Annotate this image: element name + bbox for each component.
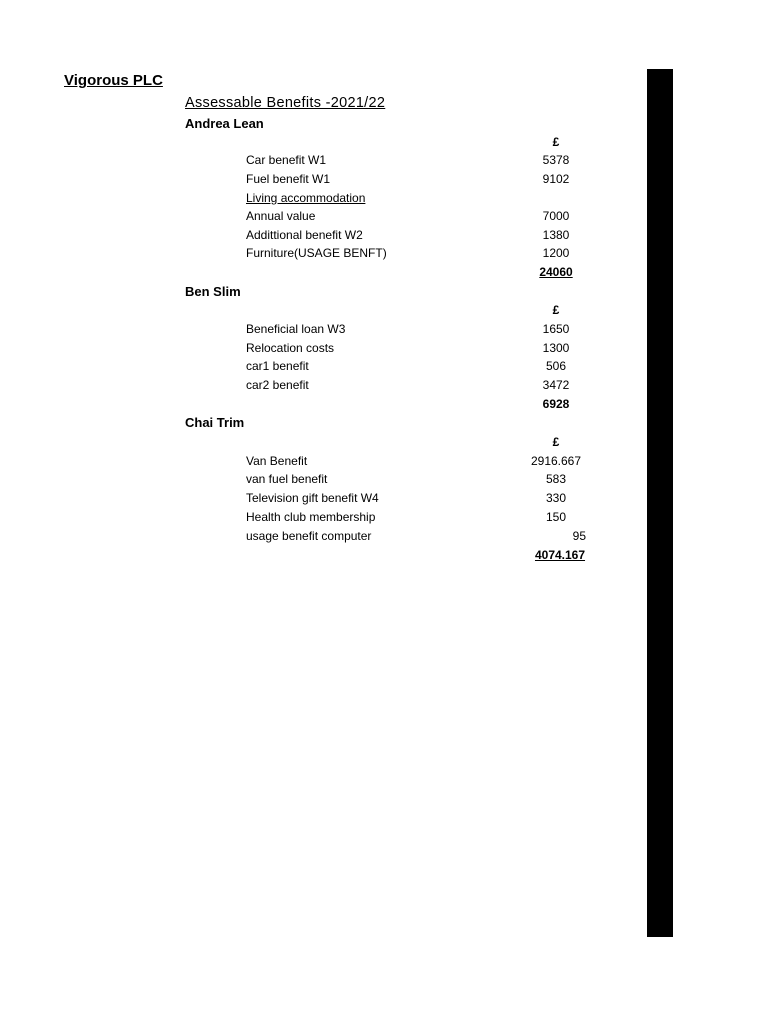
- table-row: [0, 339, 640, 357]
- row-label: Annual value: [246, 209, 316, 223]
- table-row: [0, 320, 640, 338]
- section-total: 4074.167: [534, 548, 586, 562]
- currency-symbol: £: [552, 135, 560, 149]
- table-row: [0, 151, 640, 169]
- row-label: Addittional benefit W2: [246, 228, 363, 242]
- table-row: [0, 470, 640, 488]
- table-row: [0, 376, 640, 394]
- right-black-bar: [647, 69, 673, 937]
- row-value: 1200: [542, 246, 570, 260]
- table-row: [0, 244, 640, 262]
- row-value: 506: [545, 359, 567, 373]
- row-value: 330: [545, 491, 567, 505]
- table-row: [0, 527, 640, 545]
- row-value: 3472: [542, 378, 570, 392]
- currency-row: [0, 301, 640, 319]
- row-value: 583: [545, 472, 567, 486]
- row-label: van fuel benefit: [246, 472, 328, 486]
- row-value: 95: [572, 529, 586, 543]
- row-label: Beneficial loan W3: [246, 322, 346, 336]
- row-label: car2 benefit: [246, 378, 309, 392]
- row-label-heading: Living accommodation: [246, 191, 366, 205]
- table-row: [0, 226, 640, 244]
- row-value: 5378: [542, 153, 570, 167]
- table-row: [0, 489, 640, 507]
- person-name-chai: Chai Trim: [185, 415, 245, 430]
- row-value: 1380: [542, 228, 570, 242]
- row-value: 1300: [542, 341, 570, 355]
- total-row: [0, 395, 640, 413]
- row-value: 7000: [542, 209, 570, 223]
- company-name: Vigorous PLC: [64, 72, 163, 89]
- row-value: 9102: [542, 172, 570, 186]
- row-value: 150: [545, 510, 567, 524]
- table-row: [0, 357, 640, 375]
- row-label: Relocation costs: [246, 341, 335, 355]
- currency-symbol: £: [552, 435, 560, 449]
- currency-symbol: £: [552, 303, 560, 317]
- table-row: [0, 189, 640, 207]
- section-total: 24060: [539, 265, 573, 279]
- row-label: Health club membership: [246, 510, 376, 524]
- row-value: 1650: [542, 322, 570, 336]
- row-label: Van Benefit: [246, 454, 308, 468]
- currency-row: [0, 433, 640, 451]
- row-value: 2916.667: [530, 454, 582, 468]
- row-label: Television gift benefit W4: [246, 491, 379, 505]
- row-label: Furniture(USAGE BENFT): [246, 246, 387, 260]
- table-row: [0, 170, 640, 188]
- currency-row: [0, 133, 640, 151]
- table-row: [0, 508, 640, 526]
- sheet-title: Assessable Benefits -2021/22: [185, 95, 386, 111]
- row-label: usage benefit computer: [246, 529, 372, 543]
- total-row: [0, 263, 640, 281]
- total-row: [0, 546, 640, 564]
- row-label: Fuel benefit W1: [246, 172, 331, 186]
- person-name-ben: Ben Slim: [185, 284, 241, 299]
- row-label: car1 benefit: [246, 359, 309, 373]
- table-row: [0, 207, 640, 225]
- table-row: [0, 452, 640, 470]
- row-label: Car benefit W1: [246, 153, 327, 167]
- section-total: 6928: [542, 397, 570, 411]
- person-name-andrea: Andrea Lean: [185, 116, 264, 131]
